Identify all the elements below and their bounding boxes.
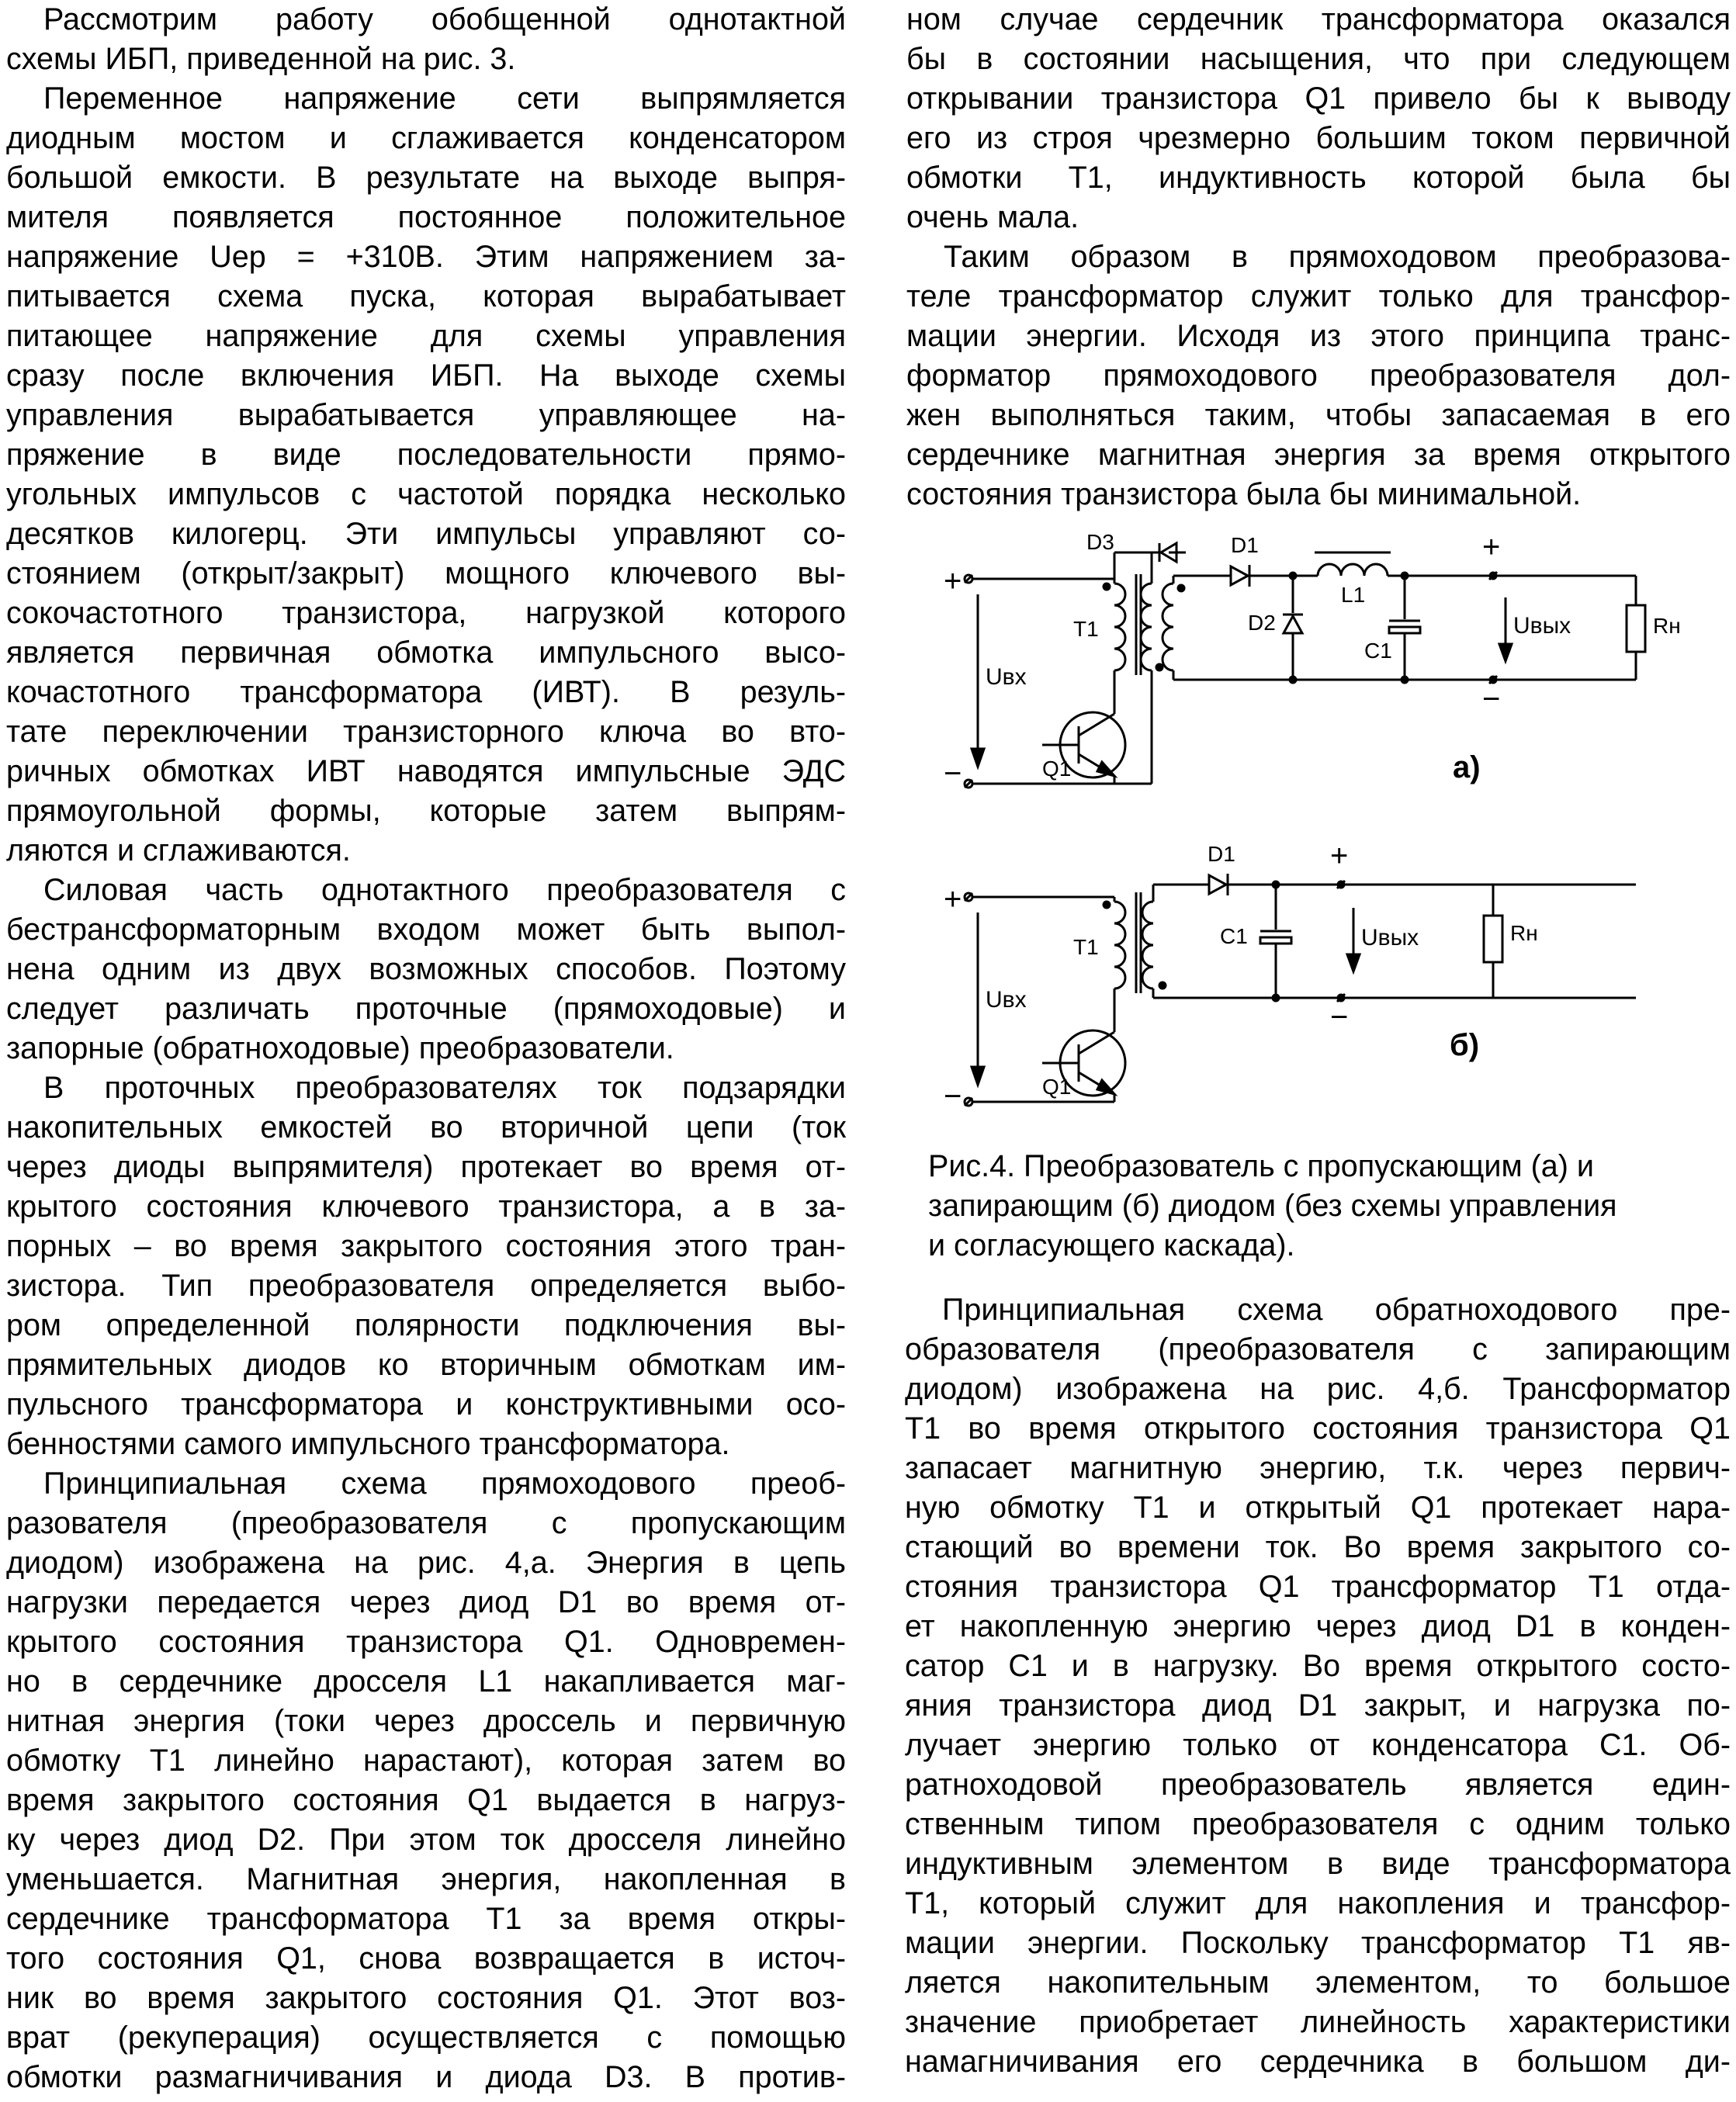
text-line: тате переключении транзисторного ключа во вто- [6,715,846,749]
text-line: Принципиальная схема прямоходового преоб- [43,1467,846,1501]
plus-b-label: + [944,882,962,916]
text-line: разователя (преобразователя с пропускающим [6,1506,846,1540]
right-column-top [906,0,1731,514]
text-line: сокочастотного транзистора, нагрузкой которого [6,596,846,630]
text-line: диодом) изображена на рис. 4,б. Трансформатор [905,1372,1731,1406]
figure-caption [928,1147,1704,1266]
rn-b-label: Rн [1510,921,1538,945]
text-line: сатор C1 и в нагрузку. Во время открытого состо- [905,1649,1731,1683]
text-line: прямительных диодов ко вторичным обмоткам им- [6,1348,846,1382]
text-line: крытого состояния ключевого транзистора, а в за- [6,1190,846,1224]
text-line: значение приобретает линейность характеристики [905,2005,1731,2039]
text-line: запорные (обратноходовые) преобразователи. [6,1031,674,1065]
text-line: ную обмотку T1 и открытый Q1 протекает нара- [905,1491,1731,1525]
text-line: напряжение Uep = +310В. Этим напряжением за- [6,240,846,274]
text-line: Рассмотрим работу обобщенной однотактной [43,2,846,36]
paragraph [906,0,1731,237]
text-line: ник во время закрытого состояния Q1. Этот воз- [6,1981,846,2015]
text-line: бенностями самого импульсного трансформатора. [6,1427,730,1461]
paragraph [906,237,1731,514]
out-minus-b-label: − [1330,1000,1349,1034]
left-column [6,0,846,2097]
text-line: очень мала. [906,200,1079,234]
uout-b-label: Uвых [1361,925,1419,951]
right-column-bottom [905,1290,1731,2082]
text-line: ку через диод D2. При этом ток дросселя линейно [6,1823,846,1857]
text-line: следует различать проточные (прямоходовые) и [6,992,846,1026]
text-line: бы в состоянии насыщения, что при следующем [906,42,1731,76]
text-line: ляется накопительным элементом, то большое [905,1965,1731,2000]
paragraph [6,79,846,871]
minus-b-label: − [944,1079,962,1113]
t1-label: T1 [1073,617,1099,641]
text-line: стоянием (открыт/закрыт) мощного ключевого вы- [6,556,846,590]
d3-label: D3 [1086,530,1114,554]
paragraph [905,1290,1731,2082]
d2-label: D2 [1248,611,1276,635]
text-line: T1 во время открытого состояния транзистора Q1 [905,1411,1731,1446]
text-line: стояния транзистора Q1 трансформатор T1 отда- [905,1570,1731,1604]
text-line: Силовая часть однотактного преобразователя с [43,873,846,907]
text-line: ричных обмотках ИВТ наводятся импульсные ЭДС [6,754,846,788]
text-line: ляются и сглаживаются. [6,833,351,867]
c1b-label: C1 [1220,924,1248,948]
text-line: ет накопленную энергию через диод D1 в конден- [905,1609,1731,1643]
text-line: кочастотного трансформатора (ИВТ). В резуль- [6,675,846,709]
text-line: образователя (преобразователя с запирающим [905,1332,1731,1366]
d1b-label: D1 [1208,842,1235,866]
text-line: обмотки размагничивания и диода D3. В против- [6,2060,846,2094]
text-line: запасает магнитную энергию, т.к. через первич- [905,1451,1731,1485]
text-line: мации энергии. Поскольку трансформатор T1 яв- [905,1926,1731,1960]
text-line: крытого состояния транзистора Q1. Одновремен- [6,1625,846,1659]
text-line: нагрузки передается через диод D1 во время от- [6,1585,846,1619]
text-line: сердечнике магнитная энергия за время открытого [906,438,1731,472]
text-line: намагничивания его сердечника в большом ди- [905,2045,1731,2079]
text-line: стающий во времени ток. Во время закрытого со- [905,1530,1731,1564]
text-line: зистора. Тип преобразователя определяется выбо- [6,1269,846,1303]
text-line: время закрытого состояния Q1 выдается в нагруз- [6,1783,846,1817]
text-line: T1, который служит для накопления и трансфор- [905,1886,1731,1920]
paragraph [6,1464,846,2097]
text-line: теле трансформатор служит только для трансфор- [906,279,1731,313]
text-line: является первичная обмотка импульсного высо- [6,635,846,670]
l1-label: L1 [1341,583,1366,607]
text-line: ром определенной полярности подключения вы- [6,1308,846,1342]
text-line: питывается схема пуска, которая вырабатывает [6,279,846,313]
q1b-label: Q1 [1042,1075,1072,1099]
text-line: сердечнике трансформатора T1 за время откры- [6,1902,846,1936]
text-line: врат (рекуперация) осуществляется с помощью [6,2021,846,2055]
c1a-label: C1 [1364,639,1392,663]
text-line: большой емкости. В результате на выходе выпря- [6,161,846,195]
paragraph [6,0,846,79]
text-line: яния транзистора диод D1 закрыт, и нагрузка по- [905,1688,1731,1723]
text-line: мации энергии. Исходя из этого принципа транс- [906,319,1731,353]
text-line: Переменное напряжение сети выпрямляется [43,81,846,116]
schematic-b [944,839,1636,1113]
text-line: его из строя чрезмерно большим током первичной [906,121,1731,155]
text-line: ном случае сердечник трансформатора оказался [906,2,1731,36]
d1a-label: D1 [1231,533,1259,557]
caption-line: запирающим (б) диодом (без схемы управления [928,1189,1617,1223]
text-line: Принципиальная схема обратноходового пре- [942,1293,1731,1327]
text-line: уменьшается. Магнитная энергия, накопленная в [6,1862,846,1896]
text-line: лучает энергию только от конденсатора C1. Об- [905,1728,1731,1762]
text-line: бестрансформаторным входом может быть выпол- [6,912,846,947]
t1-b-label: T1 [1073,935,1099,959]
text-line: пряжение в виде последовательности прямо- [6,438,846,472]
text-line: через диоды выпрямителя) протекает во время от- [6,1150,846,1184]
text-line: пульсного трансформатора и конструктивными осо- [6,1387,846,1422]
q1a-label: Q1 [1042,757,1072,781]
rn-a-label: Rн [1653,614,1681,638]
text-line: сразу после включения ИБП. На выходе схемы [6,358,846,393]
text-line: индуктивным элементом в виде трансформатора [905,1847,1731,1881]
out-plus-b-label: + [1330,839,1349,873]
text-line: открывании транзистора Q1 привело бы к выводу [906,81,1731,116]
text-line: того состояния Q1, снова возвращается в источ- [6,1941,846,1976]
text-line: ственным типом преобразователя с одним только [905,1807,1731,1841]
caption-line: Рис.4. Преобразователь с пропускающим (а) и [928,1149,1594,1183]
text-line: обмотку T1 линейно нарастают), которая затем во [6,1744,846,1778]
text-line: В проточных преобразователях ток подзарядки [43,1071,846,1105]
paragraph [6,1068,846,1464]
text-line: порных – во время закрытого состояния этого тран- [6,1229,846,1263]
schematic-a [944,530,1681,791]
subfig-b-label: б) [1450,1028,1480,1062]
text-line: обмотки T1, индуктивность которой была бы [906,161,1731,195]
caption-line: и согласующего каскада). [928,1228,1295,1262]
text-line: но в сердечнике дросселя L1 накапливается маг- [6,1664,846,1699]
text-line: схемы ИБП, приведенной на рис. 3. [6,42,516,76]
subfig-a-label: а) [1453,750,1481,784]
text-line: накопительных емкостей во вторичной цепи (ток [6,1110,846,1144]
out-plus-label: + [1482,530,1501,564]
text-line: управления вырабатывается управляющее на- [6,398,846,432]
text-line: диодным мостом и сглаживается конденсатором [6,121,846,155]
text-line: прямоугольной формы, которые затем выпрям- [6,794,846,828]
text-line: мителя появляется постоянное положительное [6,200,846,234]
uin-label: Uвх [986,664,1027,690]
uin-b-label: Uвх [986,987,1027,1013]
text-line: питающее напряжение для схемы управления [6,319,846,353]
text-line: диодом) изображена на рис. 4,а. Энергия в цепь [6,1546,846,1580]
uout-a-label: Uвых [1513,613,1571,639]
paragraph [6,871,846,1068]
out-minus-label: − [1482,682,1501,716]
text-line: нена одним из двух возможных способов. Поэтому [6,952,846,986]
text-line: форматор прямоходового преобразователя дол- [906,358,1731,393]
text-line: нитная энергия (токи через дроссель и первичную [6,1704,846,1738]
text-line: состояния транзистора была бы минимальной. [906,477,1582,511]
text-line: жен выполняться таким, чтобы запасаемая в его [906,398,1731,432]
text-line: угольных импульсов с частотой порядка несколько [6,477,846,511]
plus-label: + [944,564,962,598]
text-line: ратноходовой преобразователь является един- [905,1768,1731,1802]
text-line: Таким образом в прямоходовом преобразова- [944,240,1731,274]
text-line: десятков килогерц. Эти импульсы управляют со- [6,517,846,551]
minus-label: − [944,757,962,791]
